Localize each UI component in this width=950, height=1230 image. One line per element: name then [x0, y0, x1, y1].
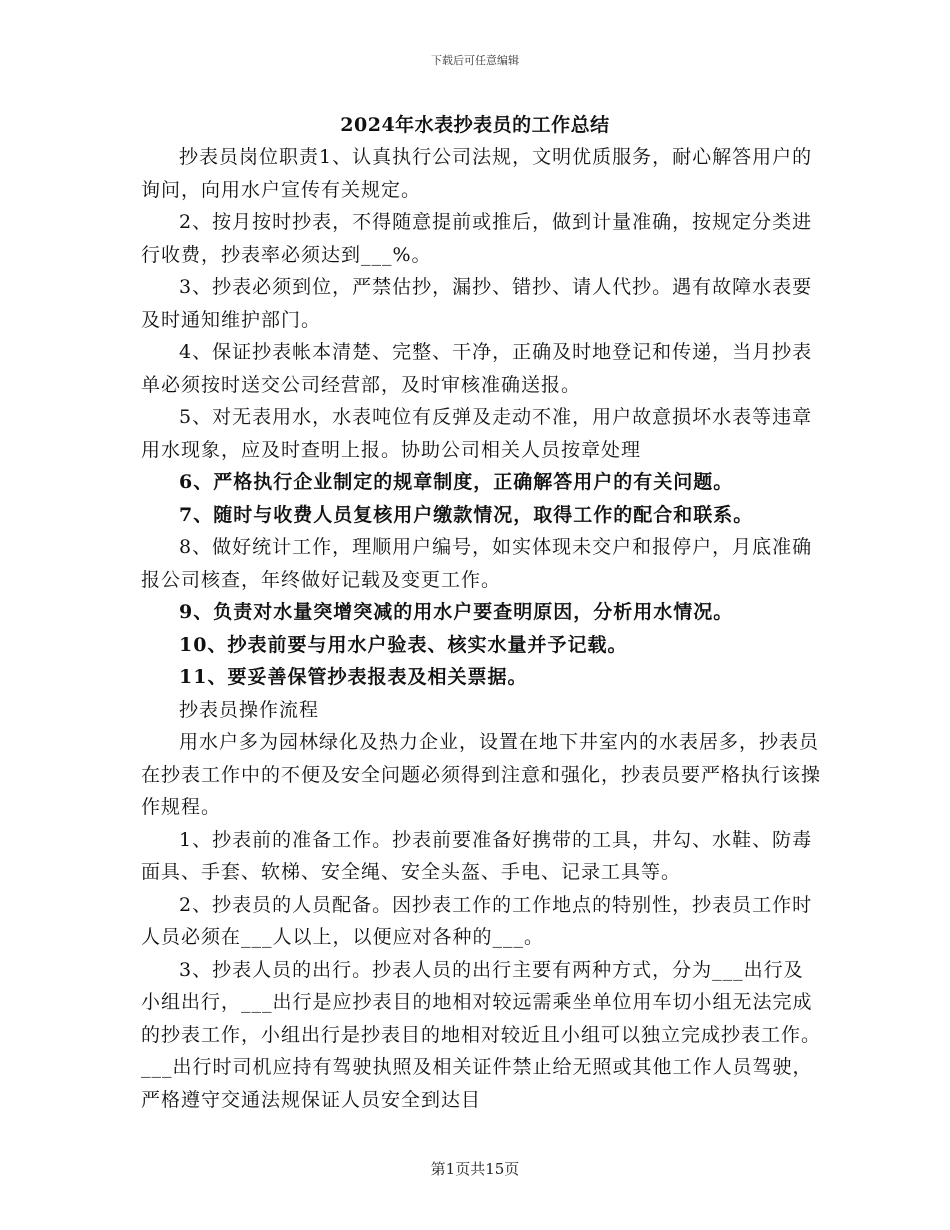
- paragraph: 3、抄表必须到位，严禁估抄，漏抄、错抄、请人代抄。遇有故障水表要及时通知维护部门。: [141, 276, 813, 331]
- paragraph: 11、要妥善保管抄表报表及相关票据。: [179, 666, 528, 688]
- paragraph: 4、保证抄表帐本清楚、完整、干净，正确及时地登记和传递，当月抄表单必须按时送交公司经营部，及时审核准确送报。: [141, 341, 813, 396]
- paragraph: 8、做好统计工作，理顺用户编号，如实体现未交户和报停户，月底准确报公司核查，年终做好记载及变更工作。: [141, 536, 813, 591]
- header-note: 下载后可任意编辑: [431, 54, 519, 67]
- paragraph: 7、随时与收费人员复核用户缴款情况，取得工作的配合和联系。: [179, 503, 754, 526]
- paragraph: 10、抄表前要与用水户验表、核实水量并予记载。: [179, 633, 628, 656]
- document-title: 2024年水表抄表员的工作总结: [340, 114, 610, 136]
- section-heading: 抄表员操作流程: [179, 698, 320, 721]
- page-number: 第1页共15页: [430, 1160, 520, 1178]
- paragraph: 3、抄表人员的出行。抄表人员的出行主要有两种方式，分为___出行及小组出行，___出行是应抄表目的地相对较远需乘坐单位用车切小组无法完成的抄表工作，小组出行是抄表目的地相对较近且小组可以独立完成抄表工作。___出行时司机应持有驾驶执照及相关证件禁止给无照或其他工作人员驾驶，严格遵守交通法规保证人员安全到达目: [141, 958, 822, 1111]
- paragraph: 6、严格执行企业制定的规章制度，正确解答用户的有关问题。: [179, 471, 734, 493]
- paragraph: 9、负责对水量突增突减的用水户要查明原因，分析用水情况。: [179, 601, 734, 623]
- document-body: [141, 141, 821, 1116]
- paragraph: 1、抄表前的准备工作。抄表前要准备好携带的工具，井勾、水鞋、防毒面具、手套、软梯、安全绳、安全头盔、手电、记录工具等。: [141, 828, 813, 883]
- paragraph: 2、按月按时抄表，不得随意提前或推后，做到计量准确，按规定分类进行收费，抄表率必须达到___%。: [141, 211, 813, 266]
- paragraph: 用水户多为园林绿化及热力企业，设置在地下井室内的水表居多，抄表员在抄表工作中的不便及安全问题必须得到注意和强化，抄表员要严格执行该操作规程。: [141, 731, 822, 818]
- paragraph: 2、抄表员的人员配备。因抄表工作的工作地点的特别性，抄表员工作时人员必须在___人以上，以便应对各种的___。: [141, 893, 813, 948]
- paragraph: 5、对无表用水，水表吨位有反弹及走动不准，用户故意损坏水表等违章用水现象，应及时查明上报。协助公司相关人员按章处理: [141, 406, 813, 461]
- paragraph: 抄表员岗位职责1、认真执行公司法规，文明优质服务，耐心解答用户的询问，向用水户宣传有关规定。: [141, 146, 813, 201]
